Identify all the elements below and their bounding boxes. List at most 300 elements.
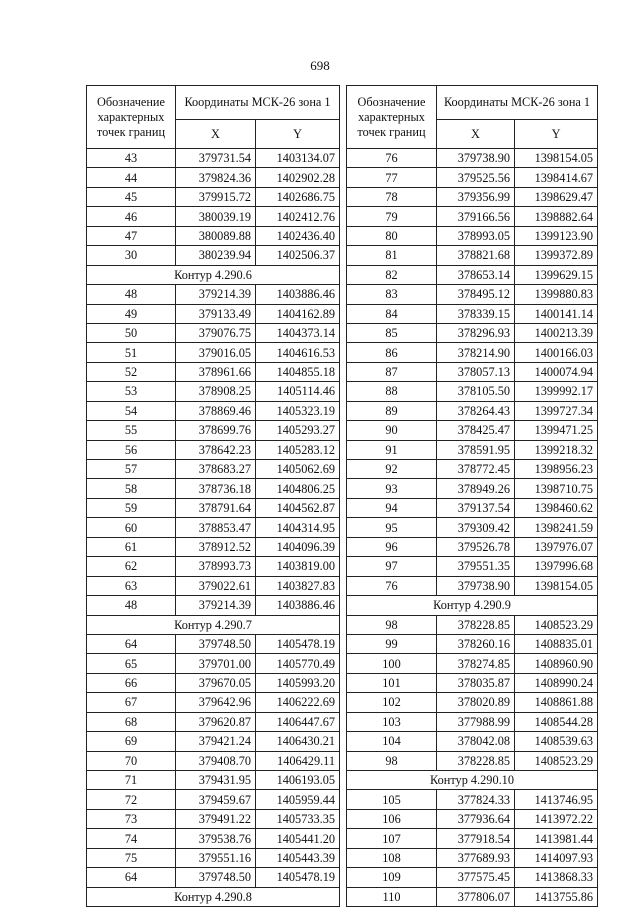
table-row	[347, 673, 598, 692]
x-coordinate-cell: 378228.85	[437, 615, 515, 634]
table-row	[347, 634, 598, 653]
table-row	[347, 615, 598, 634]
header-x: X	[437, 120, 515, 149]
y-coordinate-cell: 1408523.29	[515, 751, 598, 770]
point-id-cell: 96	[347, 537, 437, 556]
table-row	[347, 537, 598, 556]
y-coordinate-cell: 1405283.12	[256, 440, 340, 459]
table-row	[87, 343, 340, 362]
table-body-left	[87, 149, 340, 907]
x-coordinate-cell: 379022.61	[176, 576, 256, 595]
y-coordinate-cell: 1406430.21	[256, 732, 340, 751]
header-point-name: Обозначение характерных точек границ	[87, 86, 176, 149]
x-coordinate-cell: 379431.95	[176, 771, 256, 790]
point-id-cell: 84	[347, 304, 437, 323]
point-id-cell: 67	[87, 693, 176, 712]
y-coordinate-cell: 1405323.19	[256, 401, 340, 420]
table-row	[347, 498, 598, 517]
y-coordinate-cell: 1398629.47	[515, 187, 598, 206]
header-y: Y	[256, 120, 340, 149]
table-row	[347, 751, 598, 770]
x-coordinate-cell: 378495.12	[437, 285, 515, 304]
point-id-cell: 98	[347, 615, 437, 634]
x-coordinate-cell: 378642.23	[176, 440, 256, 459]
y-coordinate-cell: 1403886.46	[256, 285, 340, 304]
y-coordinate-cell: 1402412.76	[256, 207, 340, 226]
point-id-cell: 77	[347, 168, 437, 187]
point-id-cell: 94	[347, 498, 437, 517]
y-coordinate-cell: 1398241.59	[515, 518, 598, 537]
point-id-cell: 105	[347, 790, 437, 809]
table-row	[347, 265, 598, 284]
table-row	[87, 382, 340, 401]
table-row	[347, 440, 598, 459]
y-coordinate-cell: 1414097.93	[515, 848, 598, 867]
point-id-cell: 54	[87, 401, 176, 420]
table-row	[87, 149, 340, 168]
x-coordinate-cell: 379491.22	[176, 809, 256, 828]
contour-row	[87, 265, 340, 284]
y-coordinate-cell: 1405443.39	[256, 848, 340, 867]
x-coordinate-cell: 378042.08	[437, 732, 515, 751]
table-row	[87, 693, 340, 712]
x-coordinate-cell: 379076.75	[176, 323, 256, 342]
table-row	[347, 168, 598, 187]
table-row	[87, 304, 340, 323]
point-id-cell: 72	[87, 790, 176, 809]
table-row	[87, 401, 340, 420]
x-coordinate-cell: 379016.05	[176, 343, 256, 362]
y-coordinate-cell: 1405114.46	[256, 382, 340, 401]
x-coordinate-cell: 378912.52	[176, 537, 256, 556]
y-coordinate-cell: 1405441.20	[256, 829, 340, 848]
contour-label: Контур 4.290.7	[87, 615, 340, 634]
point-id-cell: 79	[347, 207, 437, 226]
y-coordinate-cell: 1400166.03	[515, 343, 598, 362]
y-coordinate-cell: 1405770.49	[256, 654, 340, 673]
table-row	[347, 149, 598, 168]
point-id-cell: 88	[347, 382, 437, 401]
table-row	[87, 596, 340, 615]
x-coordinate-cell: 379166.56	[437, 207, 515, 226]
y-coordinate-cell: 1408544.28	[515, 712, 598, 731]
table-row	[347, 557, 598, 576]
y-coordinate-cell: 1400074.94	[515, 362, 598, 381]
table-row	[87, 246, 340, 265]
header-point-name: Обозначение характерных точек границ	[347, 86, 437, 149]
x-coordinate-cell: 378228.85	[437, 751, 515, 770]
y-coordinate-cell: 1406193.05	[256, 771, 340, 790]
contour-label: Контур 4.290.9	[347, 596, 598, 615]
y-coordinate-cell: 1406429.11	[256, 751, 340, 770]
y-coordinate-cell: 1404314.95	[256, 518, 340, 537]
y-coordinate-cell: 1413746.95	[515, 790, 598, 809]
point-id-cell: 101	[347, 673, 437, 692]
table-row	[87, 790, 340, 809]
point-id-cell: 103	[347, 712, 437, 731]
coordinates-table-left	[86, 85, 340, 907]
x-coordinate-cell: 378057.13	[437, 362, 515, 381]
table-row	[347, 285, 598, 304]
point-id-cell: 63	[87, 576, 176, 595]
table-row	[347, 654, 598, 673]
point-id-cell: 91	[347, 440, 437, 459]
point-id-cell: 58	[87, 479, 176, 498]
x-coordinate-cell: 379731.54	[176, 149, 256, 168]
x-coordinate-cell: 378736.18	[176, 479, 256, 498]
point-id-cell: 95	[347, 518, 437, 537]
point-id-cell: 92	[347, 460, 437, 479]
x-coordinate-cell: 378993.73	[176, 557, 256, 576]
y-coordinate-cell: 1408861.88	[515, 693, 598, 712]
point-id-cell: 102	[347, 693, 437, 712]
x-coordinate-cell: 379915.72	[176, 187, 256, 206]
y-coordinate-cell: 1403134.07	[256, 149, 340, 168]
table-row	[87, 829, 340, 848]
table-row	[87, 479, 340, 498]
table-row	[347, 304, 598, 323]
x-coordinate-cell: 377689.93	[437, 848, 515, 867]
x-coordinate-cell: 379670.05	[176, 673, 256, 692]
y-coordinate-cell: 1404616.53	[256, 343, 340, 362]
y-coordinate-cell: 1398710.75	[515, 479, 598, 498]
contour-row	[87, 887, 340, 906]
x-coordinate-cell: 378020.89	[437, 693, 515, 712]
x-coordinate-cell: 379748.50	[176, 868, 256, 887]
point-id-cell: 93	[347, 479, 437, 498]
y-coordinate-cell: 1397976.07	[515, 537, 598, 556]
table-row	[347, 887, 598, 906]
x-coordinate-cell: 378105.50	[437, 382, 515, 401]
y-coordinate-cell: 1399218.32	[515, 440, 598, 459]
y-coordinate-cell: 1405062.69	[256, 460, 340, 479]
y-coordinate-cell: 1404162.89	[256, 304, 340, 323]
y-coordinate-cell: 1404562.87	[256, 498, 340, 517]
y-coordinate-cell: 1413981.44	[515, 829, 598, 848]
point-id-cell: 89	[347, 401, 437, 420]
point-id-cell: 83	[347, 285, 437, 304]
point-id-cell: 57	[87, 460, 176, 479]
table-row	[87, 226, 340, 245]
table-row	[87, 537, 340, 556]
y-coordinate-cell: 1404096.39	[256, 537, 340, 556]
table-row	[347, 790, 598, 809]
table-row	[347, 868, 598, 887]
y-coordinate-cell: 1408960.90	[515, 654, 598, 673]
x-coordinate-cell: 379421.24	[176, 732, 256, 751]
y-coordinate-cell: 1400213.39	[515, 323, 598, 342]
header-y: Y	[515, 120, 598, 149]
point-id-cell: 62	[87, 557, 176, 576]
point-id-cell: 100	[347, 654, 437, 673]
point-id-cell: 74	[87, 829, 176, 848]
x-coordinate-cell: 378425.47	[437, 421, 515, 440]
y-coordinate-cell: 1402436.40	[256, 226, 340, 245]
point-id-cell: 99	[347, 634, 437, 653]
x-coordinate-cell: 377988.99	[437, 712, 515, 731]
table-row	[87, 285, 340, 304]
y-coordinate-cell: 1406222.69	[256, 693, 340, 712]
table-row	[347, 518, 598, 537]
point-id-cell: 68	[87, 712, 176, 731]
x-coordinate-cell: 378214.90	[437, 343, 515, 362]
y-coordinate-cell: 1399471.25	[515, 421, 598, 440]
x-coordinate-cell: 380239.94	[176, 246, 256, 265]
table-row	[347, 479, 598, 498]
point-id-cell: 71	[87, 771, 176, 790]
table-row	[87, 498, 340, 517]
table-row	[87, 634, 340, 653]
x-coordinate-cell: 378591.95	[437, 440, 515, 459]
x-coordinate-cell: 378339.15	[437, 304, 515, 323]
x-coordinate-cell: 379356.99	[437, 187, 515, 206]
table-row	[87, 809, 340, 828]
point-id-cell: 85	[347, 323, 437, 342]
y-coordinate-cell: 1398882.64	[515, 207, 598, 226]
point-id-cell: 43	[87, 149, 176, 168]
x-coordinate-cell: 378260.16	[437, 634, 515, 653]
table-row	[87, 207, 340, 226]
x-coordinate-cell: 379309.42	[437, 518, 515, 537]
point-id-cell: 73	[87, 809, 176, 828]
table-row	[347, 421, 598, 440]
point-id-cell: 90	[347, 421, 437, 440]
x-coordinate-cell: 379551.16	[176, 848, 256, 867]
y-coordinate-cell: 1413868.33	[515, 868, 598, 887]
contour-label: Контур 4.290.10	[347, 771, 598, 790]
x-coordinate-cell: 378274.85	[437, 654, 515, 673]
point-id-cell: 51	[87, 343, 176, 362]
x-coordinate-cell: 377936.64	[437, 809, 515, 828]
table-row	[87, 654, 340, 673]
point-id-cell: 97	[347, 557, 437, 576]
contour-row	[347, 771, 598, 790]
y-coordinate-cell: 1398460.62	[515, 498, 598, 517]
y-coordinate-cell: 1402686.75	[256, 187, 340, 206]
page-number: 698	[310, 58, 330, 73]
table-row	[87, 712, 340, 731]
table-row	[87, 518, 340, 537]
point-id-cell: 55	[87, 421, 176, 440]
y-coordinate-cell: 1399992.17	[515, 382, 598, 401]
x-coordinate-cell: 379738.90	[437, 576, 515, 595]
y-coordinate-cell: 1403819.00	[256, 557, 340, 576]
y-coordinate-cell: 1402902.28	[256, 168, 340, 187]
x-coordinate-cell: 379824.36	[176, 168, 256, 187]
table-row	[87, 187, 340, 206]
table-row	[347, 712, 598, 731]
x-coordinate-cell: 378993.05	[437, 226, 515, 245]
contour-row	[87, 615, 340, 634]
y-coordinate-cell: 1399629.15	[515, 265, 598, 284]
contour-row	[347, 596, 598, 615]
contour-label: Контур 4.290.6	[87, 265, 340, 284]
point-id-cell: 44	[87, 168, 176, 187]
y-coordinate-cell: 1399727.34	[515, 401, 598, 420]
x-coordinate-cell: 378869.46	[176, 401, 256, 420]
x-coordinate-cell: 378264.43	[437, 401, 515, 420]
point-id-cell: 47	[87, 226, 176, 245]
point-id-cell: 48	[87, 285, 176, 304]
point-id-cell: 87	[347, 362, 437, 381]
point-id-cell: 98	[347, 751, 437, 770]
table-row	[347, 382, 598, 401]
y-coordinate-cell: 1398154.05	[515, 576, 598, 595]
y-coordinate-cell: 1400141.14	[515, 304, 598, 323]
y-coordinate-cell: 1399123.90	[515, 226, 598, 245]
x-coordinate-cell: 377575.45	[437, 868, 515, 887]
table-row	[347, 323, 598, 342]
y-coordinate-cell: 1408990.24	[515, 673, 598, 692]
table-row	[87, 362, 340, 381]
point-id-cell: 64	[87, 868, 176, 887]
y-coordinate-cell: 1405478.19	[256, 868, 340, 887]
table-row	[87, 168, 340, 187]
table-row	[87, 732, 340, 751]
x-coordinate-cell: 377918.54	[437, 829, 515, 848]
table-row	[347, 576, 598, 595]
y-coordinate-cell: 1398956.23	[515, 460, 598, 479]
y-coordinate-cell: 1413972.22	[515, 809, 598, 828]
x-coordinate-cell: 379526.78	[437, 537, 515, 556]
point-id-cell: 104	[347, 732, 437, 751]
y-coordinate-cell: 1402506.37	[256, 246, 340, 265]
contour-label: Контур 4.290.8	[87, 887, 340, 906]
y-coordinate-cell: 1403886.46	[256, 596, 340, 615]
x-coordinate-cell: 379748.50	[176, 634, 256, 653]
table-row	[87, 848, 340, 867]
x-coordinate-cell: 379620.87	[176, 712, 256, 731]
x-coordinate-cell: 378853.47	[176, 518, 256, 537]
x-coordinate-cell: 378683.27	[176, 460, 256, 479]
y-coordinate-cell: 1398154.05	[515, 149, 598, 168]
y-coordinate-cell: 1405993.20	[256, 673, 340, 692]
x-coordinate-cell: 379551.35	[437, 557, 515, 576]
point-id-cell: 46	[87, 207, 176, 226]
point-id-cell: 106	[347, 809, 437, 828]
y-coordinate-cell: 1397996.68	[515, 557, 598, 576]
point-id-cell: 76	[347, 149, 437, 168]
table-row	[347, 207, 598, 226]
x-coordinate-cell: 378949.26	[437, 479, 515, 498]
x-coordinate-cell: 379538.76	[176, 829, 256, 848]
point-id-cell: 49	[87, 304, 176, 323]
y-coordinate-cell: 1399880.83	[515, 285, 598, 304]
table-row	[347, 246, 598, 265]
x-coordinate-cell: 378791.64	[176, 498, 256, 517]
y-coordinate-cell: 1403827.83	[256, 576, 340, 595]
x-coordinate-cell: 378699.76	[176, 421, 256, 440]
table-row	[347, 460, 598, 479]
table-row	[87, 771, 340, 790]
y-coordinate-cell: 1404855.18	[256, 362, 340, 381]
table-row	[87, 868, 340, 887]
point-id-cell: 82	[347, 265, 437, 284]
point-id-cell: 56	[87, 440, 176, 459]
point-id-cell: 78	[347, 187, 437, 206]
point-id-cell: 69	[87, 732, 176, 751]
x-coordinate-cell: 378653.14	[437, 265, 515, 284]
x-coordinate-cell: 379459.67	[176, 790, 256, 809]
table-row	[87, 440, 340, 459]
x-coordinate-cell: 378908.25	[176, 382, 256, 401]
point-id-cell: 75	[87, 848, 176, 867]
point-id-cell: 107	[347, 829, 437, 848]
point-id-cell: 50	[87, 323, 176, 342]
table-row	[87, 576, 340, 595]
point-id-cell: 80	[347, 226, 437, 245]
x-coordinate-cell: 380039.19	[176, 207, 256, 226]
header-coordinates: Координаты МСК-26 зона 1	[437, 86, 598, 120]
y-coordinate-cell: 1408539.63	[515, 732, 598, 751]
table-row	[87, 421, 340, 440]
y-coordinate-cell: 1399372.89	[515, 246, 598, 265]
point-id-cell: 66	[87, 673, 176, 692]
x-coordinate-cell: 379214.39	[176, 285, 256, 304]
x-coordinate-cell: 378296.93	[437, 323, 515, 342]
table-row	[347, 343, 598, 362]
point-id-cell: 64	[87, 634, 176, 653]
point-id-cell: 59	[87, 498, 176, 517]
y-coordinate-cell: 1398414.67	[515, 168, 598, 187]
point-id-cell: 52	[87, 362, 176, 381]
y-coordinate-cell: 1405293.27	[256, 421, 340, 440]
y-coordinate-cell: 1408523.29	[515, 615, 598, 634]
point-id-cell: 86	[347, 343, 437, 362]
x-coordinate-cell: 377824.33	[437, 790, 515, 809]
table-row	[347, 693, 598, 712]
x-coordinate-cell: 379408.70	[176, 751, 256, 770]
table-row	[87, 460, 340, 479]
header-coordinates: Координаты МСК-26 зона 1	[176, 86, 340, 120]
x-coordinate-cell: 378035.87	[437, 673, 515, 692]
point-id-cell: 76	[347, 576, 437, 595]
y-coordinate-cell: 1405478.19	[256, 634, 340, 653]
x-coordinate-cell: 378772.45	[437, 460, 515, 479]
y-coordinate-cell: 1405733.35	[256, 809, 340, 828]
table-row	[87, 751, 340, 770]
x-coordinate-cell: 379738.90	[437, 149, 515, 168]
x-coordinate-cell: 379642.96	[176, 693, 256, 712]
point-id-cell: 30	[87, 246, 176, 265]
point-id-cell: 45	[87, 187, 176, 206]
point-id-cell: 65	[87, 654, 176, 673]
x-coordinate-cell: 379525.56	[437, 168, 515, 187]
x-coordinate-cell: 378961.66	[176, 362, 256, 381]
table-row	[347, 829, 598, 848]
y-coordinate-cell: 1408835.01	[515, 634, 598, 653]
table-row	[347, 401, 598, 420]
point-id-cell: 109	[347, 868, 437, 887]
table-row	[347, 362, 598, 381]
table-row	[347, 226, 598, 245]
y-coordinate-cell: 1404373.14	[256, 323, 340, 342]
table-row	[347, 848, 598, 867]
point-id-cell: 70	[87, 751, 176, 770]
header-x: X	[176, 120, 256, 149]
y-coordinate-cell: 1406447.67	[256, 712, 340, 731]
point-id-cell: 110	[347, 887, 437, 906]
x-coordinate-cell: 379133.49	[176, 304, 256, 323]
y-coordinate-cell: 1405959.44	[256, 790, 340, 809]
point-id-cell: 81	[347, 246, 437, 265]
point-id-cell: 61	[87, 537, 176, 556]
x-coordinate-cell: 379137.54	[437, 498, 515, 517]
x-coordinate-cell: 377806.07	[437, 887, 515, 906]
x-coordinate-cell: 378821.68	[437, 246, 515, 265]
table-body-right	[347, 149, 598, 907]
coordinates-table-right	[346, 85, 598, 907]
